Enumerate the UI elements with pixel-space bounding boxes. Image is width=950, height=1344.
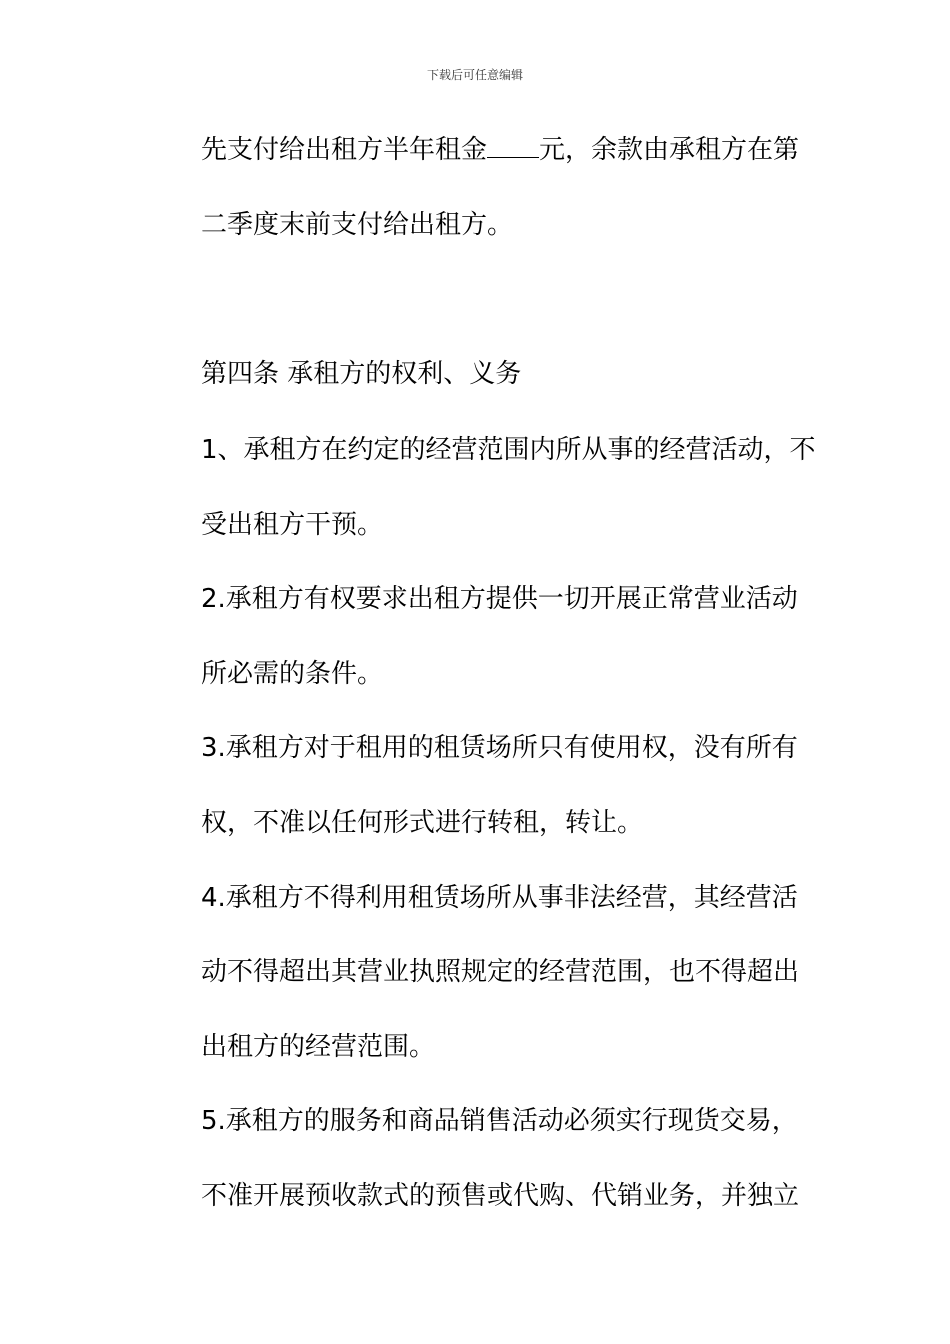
paragraph-line: 不准开展预收款式的预售或代购、代销业务，并独立 <box>201 1181 800 1211</box>
paragraph-line: 二季度末前支付给出租方。 <box>201 210 514 240</box>
text-before-blank: 先支付给出租方半年租金 <box>201 135 488 165</box>
paragraph-line: 所必需的条件。 <box>201 659 384 689</box>
paragraph-line: 5.承租方的服务和商品销售活动必须实行现货交易， <box>201 1106 798 1136</box>
paragraph-line: 受出租方干预。 <box>201 510 384 540</box>
paragraph-line: 1、承租方在约定的经营范围内所从事的经营活动，不 <box>201 435 816 465</box>
paragraph-line: 3.承租方对于租用的租赁场所只有使用权，没有所有 <box>201 733 798 763</box>
page-header-note: 下载后可任意编辑 <box>426 68 523 82</box>
paragraph-line: 出租方的经营范围。 <box>201 1032 436 1062</box>
section-heading: 第四条 承租方的权利、义务 <box>201 359 522 389</box>
paragraph-line: 4.承租方不得利用租赁场所从事非法经营，其经营活 <box>201 883 798 913</box>
paragraph-line: 动不得超出其营业执照规定的经营范围，也不得超出 <box>201 957 800 987</box>
paragraph-line: 权，不准以任何形式进行转租，转让。 <box>201 808 644 838</box>
text-after-blank: 元，余款由承租方在第 <box>539 135 800 165</box>
paragraph-line: 2.承租方有权要求出租方提供一切开展正常营业活动 <box>201 584 798 614</box>
fill-in-blank <box>487 135 539 158</box>
paragraph-line <box>201 133 799 167</box>
